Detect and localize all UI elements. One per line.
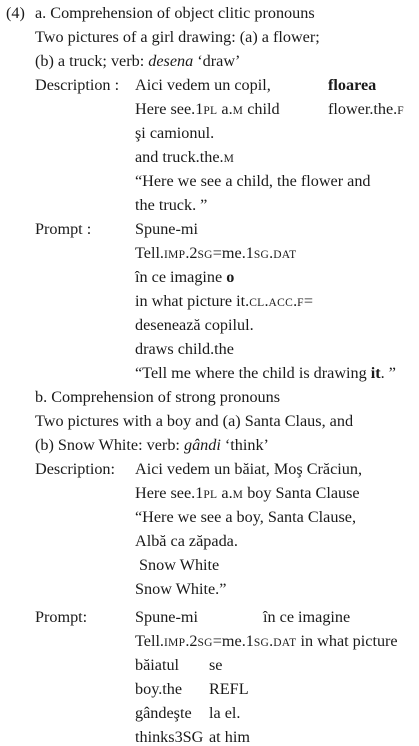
part-a-desc-line1-right: floarea [328,76,377,94]
part-b-prompt-gloss1: Tell.IMP.2SG=me.1SG.DAT in what picture [135,632,398,650]
part-a-setup-verb: desena [148,52,194,70]
part-a-desc-translation2: the truck. ” [135,196,208,214]
part-a-setup-line2: (b) a truck; verb: desena ‘draw’ [35,52,241,70]
part-b-desc-translation1: “Here we see a boy, Santa Clause, [135,508,356,526]
part-a-desc-line1: Aici vedem un copil, [135,76,271,94]
part-b-prompt-gloss3-right: at him [209,728,250,746]
part-b-desc-gloss2: Snow White [135,556,220,574]
part-b-heading: b. Comprehension of strong pronouns [35,388,281,406]
part-b-desc-line1: Aici vedem un băiat, Moş Crăciun, [135,460,363,478]
part-a-desc-line2: şi camionul. [135,124,215,142]
part-a-desc-translation1: “Here we see a child, the flower and [135,172,371,190]
part-a-desc-gloss1: Here see.1PL a.M child [135,100,280,118]
part-a-desc-gloss2: and truck.the.M [135,148,235,166]
part-a-heading: a. Comprehension of object clitic pronouns [35,4,315,22]
part-a-prompt-line1: Spune-mi [135,220,198,238]
part-b-setup-line1: Two pictures with a boy and (a) Santa Claus, and [35,412,354,430]
part-a-prompt-label: Prompt : [35,220,92,238]
part-b-prompt-line1-left: Spune-mi [135,608,198,626]
part-b-prompt-label: Prompt: [35,608,88,626]
part-b-prompt-gloss2-left: boy.the [135,680,183,698]
part-a-desc-gloss1-right: flower.the.F [328,100,404,118]
part-a-prompt-gloss1: Tell.IMP.2SG=me.1SG.DAT [135,244,297,262]
part-b-desc-gloss1: Here see.1PL a.M boy Santa Clause [135,484,360,502]
part-b-desc-line2: Albă ca zăpada. [135,532,238,550]
part-b-prompt-gloss2-right: REFL [209,680,249,698]
part-b-prompt-line1-right: în ce imagine [263,608,351,626]
part-a-description-label: Description : [35,76,120,94]
part-a-setup-line1: Two pictures of a girl drawing: (a) a flower; [35,28,320,46]
example-number: (4) [6,4,25,22]
part-b-setup-line2: (b) Snow White: verb: gândi ‘think’ [35,436,269,454]
clitic-o: o [226,268,235,286]
part-b-description-label: Description: [35,460,116,478]
part-a-prompt-gloss2: in what picture it.CL.ACC.F= [135,292,313,310]
part-b-prompt-line2-left: băiatul [135,656,180,674]
part-a-prompt-line2: în ce imagine o [135,268,235,286]
part-b-desc-translation2: Snow White.” [135,580,227,598]
part-b-setup-verb: gândi [183,436,221,454]
part-b-prompt-line3-right: la el. [209,704,241,722]
part-a-prompt-line3: desenează copilul. [135,316,254,334]
part-b-prompt-gloss3-left: thinks3SG [135,728,204,746]
part-a-prompt-translation: “Tell me where the child is drawing it. ” [135,364,396,382]
part-a-prompt-gloss3: draws child.the [135,340,234,358]
part-b-prompt-line3-left: gândeşte [135,704,192,722]
part-b-prompt-line2-right: se [209,656,223,674]
